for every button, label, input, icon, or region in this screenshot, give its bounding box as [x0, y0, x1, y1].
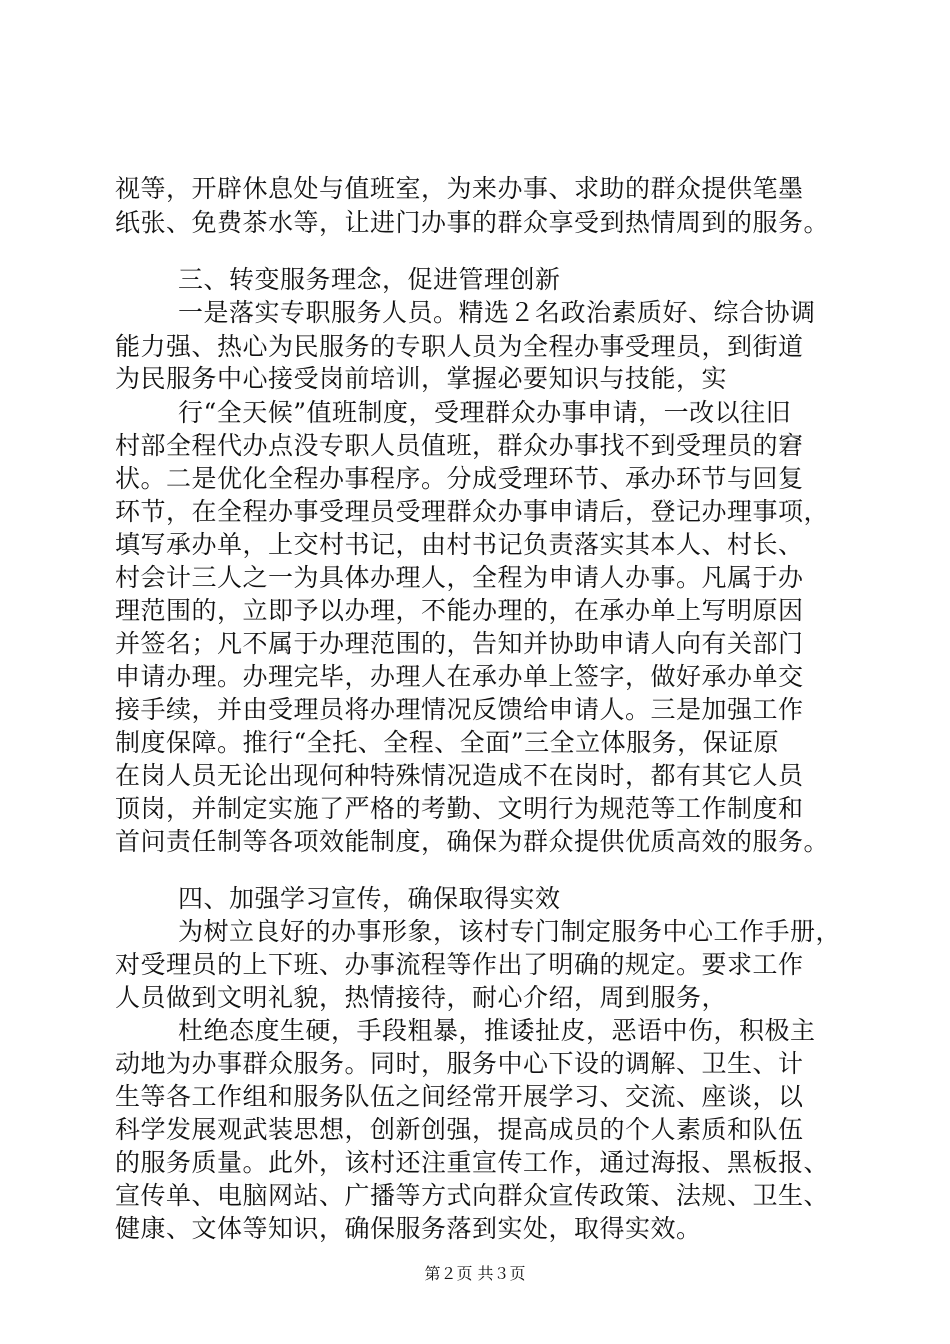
text-line: 宣传单、电脑网站、广播等方式向群众宣传政策、法规、卫生、	[115, 1181, 830, 1210]
text-line: 科学发展观武装思想，创新创强，提高成员的个人素质和队伍	[115, 1115, 804, 1144]
text-line: 健康、文体等知识，确保服务落到实处，取得实效。	[115, 1214, 702, 1243]
text-line: 并签名；凡不属于办理范围的，告知并协助申请人向有关部门	[115, 629, 804, 658]
page-number-footer: 第２页 共３页	[424, 1264, 526, 1283]
text-line: 接手续，并由受理员将办理情况反馈给申请人。三是加强工作	[115, 695, 804, 724]
text-line: 顶岗，并制定实施了严格的考勤、文明行为规范等工作制度和	[115, 794, 804, 823]
text-line: 对受理员的上下班、办事流程等作出了明确的规定。要求工作	[115, 950, 804, 979]
text-line: 一是落实专职服务人员。精选２名政治素质好、综合协调	[178, 298, 816, 327]
text-line: 动地为办事群众服务。同时，服务中心下设的调解、卫生、计	[115, 1049, 804, 1078]
text-line: 理范围的，立即予以办理，不能办理的，在承办单上写明原因	[115, 596, 804, 625]
text-line: 村部全程代办点没专职人员值班，群众办事找不到受理员的窘	[115, 431, 804, 460]
text-line: 纸张、免费茶水等，让进门办事的群众享受到热情周到的服务。	[115, 208, 830, 237]
text-line: 的服务质量。此外，该村还注重宣传工作，通过海报、黑板报、	[115, 1148, 830, 1177]
text-line: 生等各工作组和服务队伍之间经常开展学习、交流、座谈，以	[115, 1082, 804, 1111]
text-line: 环节，在全程办事受理员受理群众办事申请后，登记办理事项，	[115, 497, 830, 526]
text-line: 申请办理。办理完毕，办理人在承办单上签字，做好承办单交	[115, 662, 804, 691]
text-line: 杜绝态度生硬，手段粗暴，推诿扯皮，恶语中伤，积极主	[178, 1016, 816, 1045]
text-line: 视等，开辟休息处与值班室，为来办事、求助的群众提供笔墨	[115, 174, 804, 203]
text-line: 为民服务中心接受岗前培训，掌握必要知识与技能，实	[115, 364, 728, 393]
text-line: 能力强、热心为民服务的专职人员为全程办事受理员，到街道	[115, 332, 804, 361]
section-heading: 四、加强学习宣传，确保取得实效	[178, 884, 561, 913]
text-line: 制度保障。推行“全托、全程、全面”三全立体服务，保证原	[115, 728, 780, 757]
text-line: 填写承办单，上交村书记，由村书记负责落实其本人、村长、	[115, 530, 804, 559]
text-line: 首问责任制等各项效能制度，确保为群众提供优质高效的服务。	[115, 827, 830, 856]
text-line: 村会计三人之一为具体办理人，全程为申请人办事。凡属于办	[115, 563, 804, 592]
text-line: 人员做到文明礼貌，热情接待，耐心介绍，周到服务，	[115, 983, 728, 1012]
text-line: 行“全天候”值班制度，受理群众办事申请，一改以往旧	[178, 398, 792, 427]
text-line: 在岗人员无论出现何种特殊情况造成不在岗时，都有其它人员	[115, 761, 804, 790]
text-line: 为树立良好的办事形象，该村专门制定服务中心工作手册，	[178, 917, 842, 946]
text-line: 状。二是优化全程办事程序。分成受理环节、承办环节与回复	[115, 464, 804, 493]
section-heading: 三、转变服务理念，促进管理创新	[178, 265, 561, 294]
